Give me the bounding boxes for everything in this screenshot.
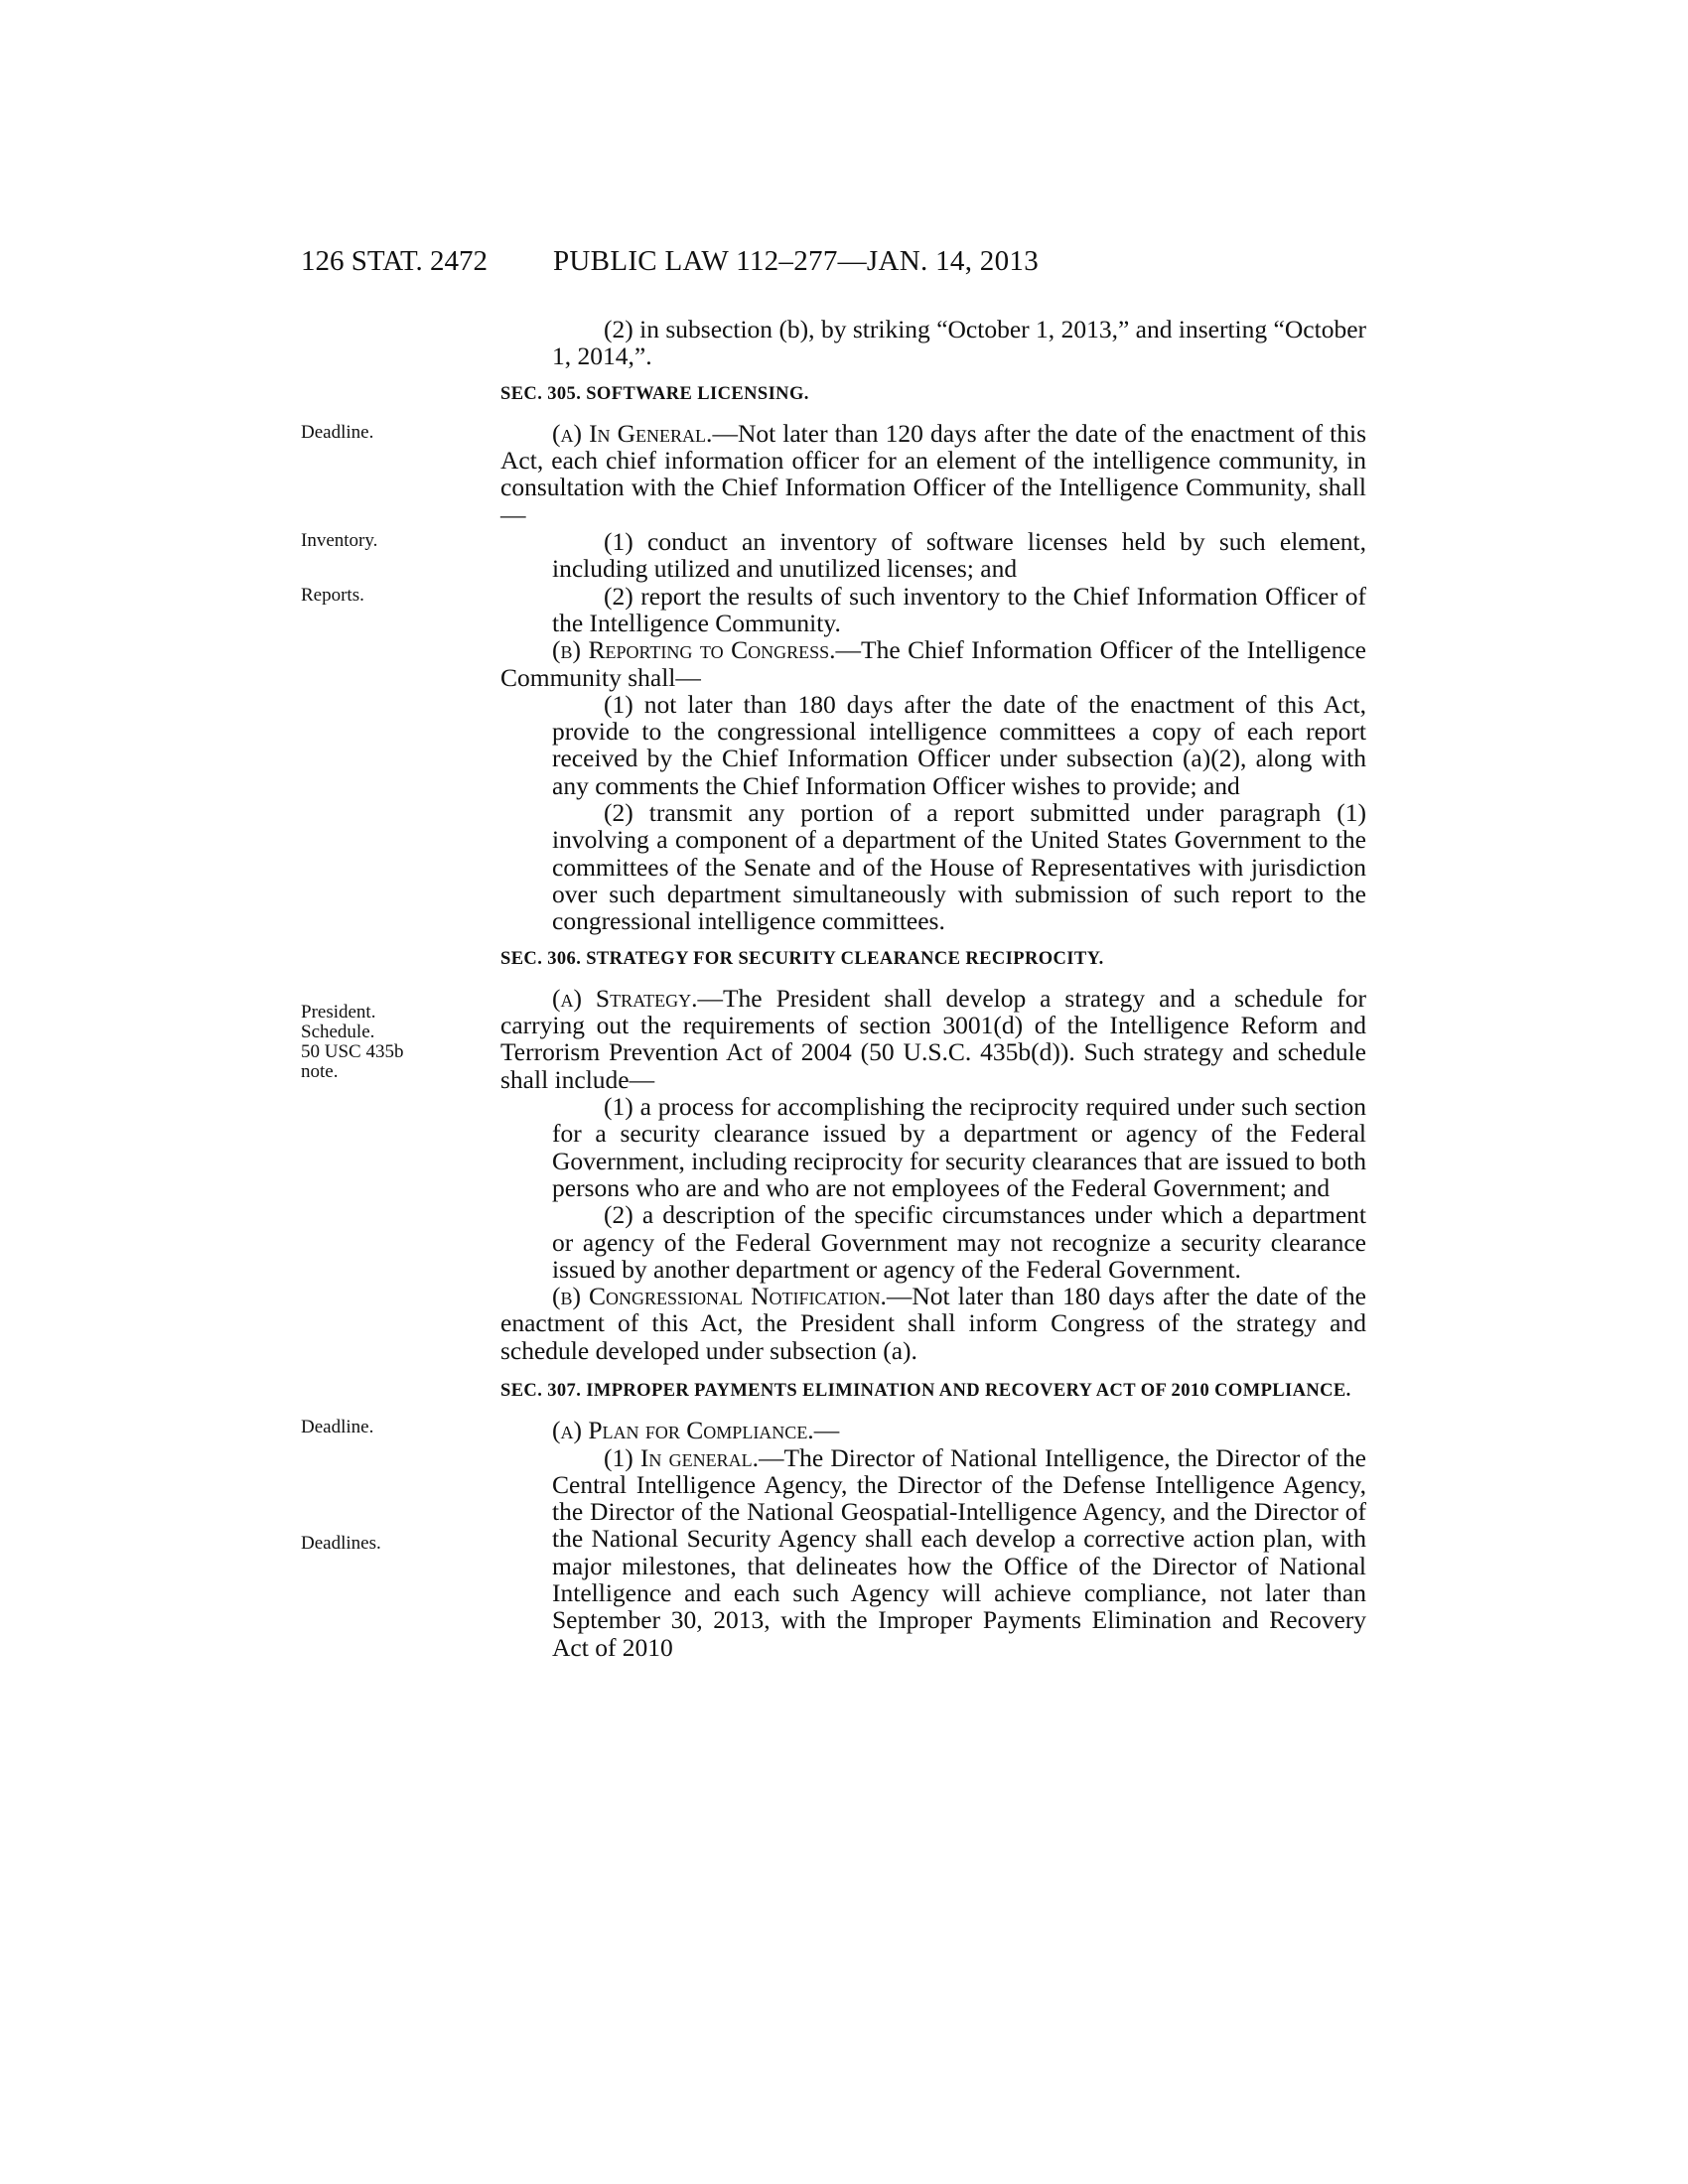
subsection-text: —The President shall develop a strategy and a schedule for carrying out the requirements of section 3001(d) of the Intelligence Reform and Terrorism Prevention Act of 2004 (50 U.S.C. 435b(d)). Such strategy and schedule shall include— [500, 983, 1366, 1094]
subsection-heading: (a) Strategy. [552, 983, 698, 1013]
statute-page-number: 126 STAT. 2472 [301, 245, 489, 277]
section-305-a2: (2) report the results of such inventory to the Chief Information Officer of the Intelligence Community. [552, 581, 1366, 637]
subsection-text: —Not later than 120 days after the date of the enactment of this Act, each chief information officer for an element of the intelligence community, in consultation with the Chief Information Officer of the Intelligence Community, shall— [500, 418, 1366, 529]
paragraph-heading: (1) In general. [604, 1442, 759, 1472]
section-307-heading: SEC. 307. IMPROPER PAYMENTS ELIMINATION AND RECOVERY ACT OF 2010 COMPLIANCE. [500, 1380, 1351, 1401]
section-306-a [500, 985, 1366, 1093]
subsection-dash: — [813, 1416, 840, 1445]
section-306-a2: (2) a description of the specific circumstances under which a department or agency of the Federal Government may not recognize a security clearance issued by another department or agency of the Federal Government. [552, 1200, 1366, 1284]
subsection-text: —The Chief Information Officer of the Intelligence Community shall— [500, 635, 1366, 692]
subsection-text: —Not later than 180 days after the date of the enactment of this Act, the President shall inform Congress of the strategy and schedule developed under subsection (a). [500, 1282, 1366, 1365]
margin-note-note: note. [301, 1061, 339, 1082]
running-header [0, 245, 1688, 285]
running-head-title: PUBLIC LAW 112–277—JAN. 14, 2013 [553, 245, 1040, 277]
section-306-b [500, 1283, 1366, 1364]
section-305-a [500, 420, 1366, 528]
section-305-b [500, 636, 1366, 691]
main-text-column [500, 316, 1366, 1661]
section-306-a1: (1) a process for accomplishing the reciprocity required under such section for a security clearance issued by a department or agency of the Federal Government, including reciprocity for security clearances that are issued to both persons who are and who are not employees of the Federal Government; and [552, 1092, 1366, 1202]
margin-note-schedule: Schedule. [301, 1022, 375, 1042]
margin-note-inventory: Inventory. [301, 530, 378, 551]
section-305-heading: SEC. 305. SOFTWARE LICENSING. [500, 383, 809, 404]
section-305-a1: (1) conduct an inventory of software licenses held by such element, including utilized and unutilized licenses; and [552, 527, 1366, 584]
subsection-heading: (a) In General. [552, 418, 713, 448]
paragraph-text: —The Director of National Intelligence, the Director of the Central Intelligence Agency, the Director of the Defense Intelligence Agency, the Director of the National Geospatial-Intelligence Agency, and the Director of the National Security Agency shall each develop a corrective action plan, with major milestones, that delineates how the Office of the Director of National Intelligence and each such Agency will achieve compliance, not later than September 30, 2013, with the Improper Payments Elimination and Recovery Act of 2010 [552, 1442, 1366, 1662]
section-306-heading: SEC. 306. STRATEGY FOR SECURITY CLEARANCE RECIPROCITY. [500, 948, 1104, 969]
subsection-heading: (b) Congressional Notification. [552, 1282, 887, 1311]
margin-note-deadline: Deadline. [301, 422, 374, 443]
subsection-heading: (b) Reporting to Congress. [552, 635, 836, 665]
subsection-heading: (a) Plan for Compliance. [552, 1416, 814, 1445]
margin-note-deadlines: Deadlines. [301, 1533, 381, 1554]
margin-note-usc-citation: 50 USC 435b [301, 1041, 404, 1062]
section-305-b1: (1) not later than 180 days after the date of the enactment of this Act, provide to the congressional intelligence committees a copy of each report received by the Chief Information Officer under subsection (a)(2), along with any comments the Chief Information Officer wishes to provide; and [552, 689, 1366, 800]
section-305-b2: (2) transmit any portion of a report submitted under paragraph (1) involving a component of a department of the United States Government to the committees of the Senate and of the House of Representatives with jurisdiction over such department simultaneously with submission of such report to the congressional intelligence committees. [552, 798, 1366, 936]
section-307-a1 [500, 1444, 1366, 1661]
section-307-a [500, 1417, 1366, 1443]
margin-note-reports: Reports. [301, 585, 364, 606]
margin-note-deadline: Deadline. [301, 1417, 374, 1437]
paragraph-intro-2: (2) in subsection (b), by striking “October 1, 2013,” and inserting “October 1, 2014,”. [552, 315, 1366, 371]
margin-note-president: President. [301, 1002, 376, 1023]
